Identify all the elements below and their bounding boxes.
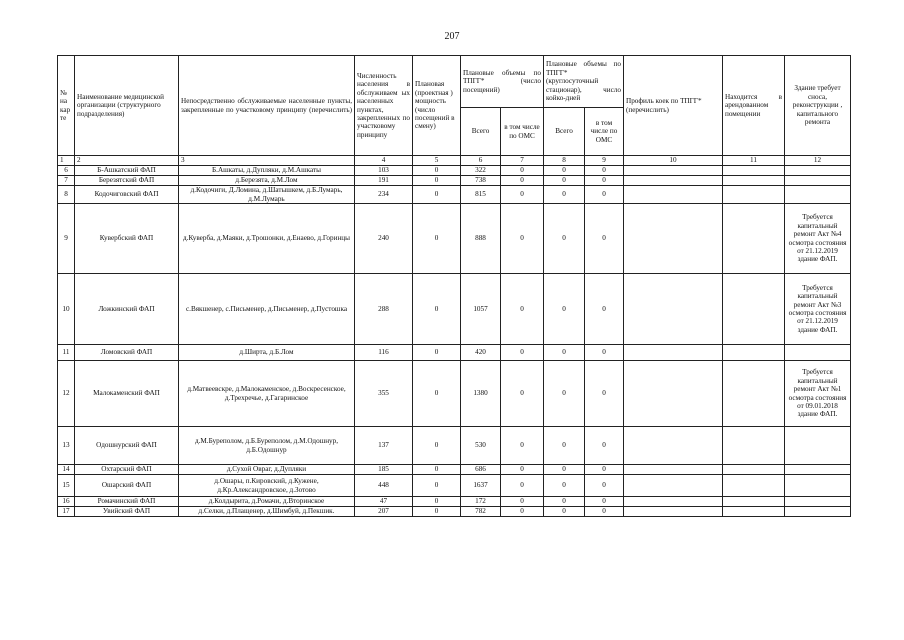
bed-profile-cell xyxy=(624,361,723,427)
row-number-cell: 10 xyxy=(58,274,75,345)
visits-oms-cell: 0 xyxy=(501,186,544,204)
bed-days-oms-cell: 0 xyxy=(585,507,624,517)
row-number-cell: 8 xyxy=(58,186,75,204)
repair-note-cell: Требуется капитальный ремонт Акт №4 осмотра состояния от 21.12.2019 здание ФАП. xyxy=(785,204,851,274)
header-settlements: Непосредственно обслуживаемые населенные пункты, закрепленные по участковому принципу (перечислить) xyxy=(179,56,355,156)
column-number: 1 xyxy=(58,156,75,166)
visits-oms-cell: 0 xyxy=(501,497,544,507)
repair-note-cell: Требуется капитальный ремонт Акт №3 осмотра состояния от 21.12.2019 здание ФАП. xyxy=(785,274,851,345)
column-number: 11 xyxy=(723,156,785,166)
facility-name-cell: Кувербский ФАП xyxy=(75,204,179,274)
bed-profile-cell xyxy=(624,204,723,274)
bed-profile-cell xyxy=(624,497,723,507)
table-row xyxy=(58,507,851,517)
row-number-cell: 9 xyxy=(58,204,75,274)
visits-oms-cell: 0 xyxy=(501,361,544,427)
bed-days-total-cell: 0 xyxy=(544,274,585,345)
repair-note-cell xyxy=(785,475,851,497)
row-number-cell: 11 xyxy=(58,345,75,361)
column-number: 6 xyxy=(461,156,501,166)
population-cell: 234 xyxy=(355,186,413,204)
visits-total-cell: 782 xyxy=(461,507,501,517)
bed-days-total-cell: 0 xyxy=(544,361,585,427)
rented-premises-cell xyxy=(723,497,785,507)
row-number-cell: 12 xyxy=(58,361,75,427)
column-number: 9 xyxy=(585,156,624,166)
population-cell: 207 xyxy=(355,507,413,517)
visits-oms-cell: 0 xyxy=(501,427,544,465)
header-number: № на кар те xyxy=(58,56,75,156)
repair-note-cell xyxy=(785,166,851,176)
rented-premises-cell xyxy=(723,274,785,345)
header-capacity: Плановая (проектная ) мощность (число посещений в смену) xyxy=(413,56,461,156)
bed-days-oms-cell: 0 xyxy=(585,166,624,176)
row-number-cell: 16 xyxy=(58,497,75,507)
visits-total-cell: 1637 xyxy=(461,475,501,497)
header-rented: Находится в арендованном помещении xyxy=(723,56,785,156)
header-visits-total: Всего xyxy=(461,108,501,156)
header-beds-total: Всего xyxy=(544,108,585,156)
table-row xyxy=(58,274,851,345)
settlements-cell: д.Сухой Овраг, д.Дупляки xyxy=(179,465,355,475)
bed-profile-cell xyxy=(624,176,723,186)
bed-profile-cell xyxy=(624,345,723,361)
bed-days-oms-cell: 0 xyxy=(585,475,624,497)
visits-total-cell: 1380 xyxy=(461,361,501,427)
rented-premises-cell xyxy=(723,427,785,465)
header-beds-group: Плановые объемы по ТПГГ* (круглосуточный стационар), число койко-дней xyxy=(544,56,624,108)
rented-premises-cell xyxy=(723,465,785,475)
column-number: 4 xyxy=(355,156,413,166)
capacity-cell: 0 xyxy=(413,166,461,176)
facility-name-cell: Малокаменский ФАП xyxy=(75,361,179,427)
facility-name-cell: Кодочиговский ФАП xyxy=(75,186,179,204)
facility-name-cell: Ромачинский ФАП xyxy=(75,497,179,507)
table-row xyxy=(58,176,851,186)
facilities-table xyxy=(57,55,851,517)
settlements-cell: д.Куверба, д.Маяки, д.Трошонки, д.Енаево, д.Горинцы xyxy=(179,204,355,274)
bed-profile-cell xyxy=(624,186,723,204)
population-cell: 137 xyxy=(355,427,413,465)
bed-days-oms-cell: 0 xyxy=(585,274,624,345)
column-number: 5 xyxy=(413,156,461,166)
visits-total-cell: 530 xyxy=(461,427,501,465)
settlements-cell: д.Кодочиги, Д.Ломина, д.Шатышкем, д.Б.Лумарь, д.М.Лумарь xyxy=(179,186,355,204)
bed-days-oms-cell: 0 xyxy=(585,427,624,465)
capacity-cell: 0 xyxy=(413,427,461,465)
population-cell: 448 xyxy=(355,475,413,497)
visits-total-cell: 322 xyxy=(461,166,501,176)
population-cell: 103 xyxy=(355,166,413,176)
bed-days-oms-cell: 0 xyxy=(585,176,624,186)
visits-total-cell: 888 xyxy=(461,204,501,274)
visits-total-cell: 815 xyxy=(461,186,501,204)
bed-days-total-cell: 0 xyxy=(544,186,585,204)
rented-premises-cell xyxy=(723,176,785,186)
bed-days-total-cell: 0 xyxy=(544,166,585,176)
table-row xyxy=(58,204,851,274)
rented-premises-cell xyxy=(723,361,785,427)
repair-note-cell xyxy=(785,186,851,204)
settlements-cell: д.Ширта, д.Б.Лом xyxy=(179,345,355,361)
population-cell: 355 xyxy=(355,361,413,427)
bed-profile-cell xyxy=(624,166,723,176)
repair-note-cell: Требуется капитальный ремонт Акт №1 осмотра состояния от 09.01.2018 здание ФАП. xyxy=(785,361,851,427)
bed-days-oms-cell: 0 xyxy=(585,497,624,507)
facility-name-cell: Ошарский ФАП xyxy=(75,475,179,497)
visits-oms-cell: 0 xyxy=(501,166,544,176)
column-number: 8 xyxy=(544,156,585,166)
population-cell: 47 xyxy=(355,497,413,507)
facility-name-cell: Ложкинский ФАП xyxy=(75,274,179,345)
bed-days-total-cell: 0 xyxy=(544,465,585,475)
bed-days-oms-cell: 0 xyxy=(585,186,624,204)
settlements-cell: д.Колдырита, д.Ромачи, д.Вторинское xyxy=(179,497,355,507)
visits-total-cell: 738 xyxy=(461,176,501,186)
population-cell: 116 xyxy=(355,345,413,361)
row-number-cell: 15 xyxy=(58,475,75,497)
visits-total-cell: 420 xyxy=(461,345,501,361)
population-cell: 288 xyxy=(355,274,413,345)
table-row xyxy=(58,497,851,507)
facility-name-cell: Охтарский ФАП xyxy=(75,465,179,475)
rented-premises-cell xyxy=(723,166,785,176)
bed-days-total-cell: 0 xyxy=(544,176,585,186)
visits-oms-cell: 0 xyxy=(501,465,544,475)
header-organization: Наименование медицинской организации (структурного подразделения) xyxy=(75,56,179,156)
header-bed-profile: Профиль коек по ТПГГ* (перечислить) xyxy=(624,56,723,156)
facility-name-cell: Ломовский ФАП xyxy=(75,345,179,361)
settlements-cell: д.М.Буреполом, д.Б.Бурeполом, д.М.Одошнур, д.Б.Одошнур xyxy=(179,427,355,465)
repair-note-cell xyxy=(785,345,851,361)
settlements-cell: Б.Ашкаты, д.Дупляки, д.М.Ашкаты xyxy=(179,166,355,176)
visits-oms-cell: 0 xyxy=(501,475,544,497)
bed-profile-cell xyxy=(624,465,723,475)
capacity-cell: 0 xyxy=(413,204,461,274)
repair-note-cell xyxy=(785,465,851,475)
table-row xyxy=(58,345,851,361)
bed-profile-cell xyxy=(624,475,723,497)
population-cell: 240 xyxy=(355,204,413,274)
row-number-cell: 14 xyxy=(58,465,75,475)
bed-days-total-cell: 0 xyxy=(544,497,585,507)
rented-premises-cell xyxy=(723,204,785,274)
table-row xyxy=(58,186,851,204)
facility-name-cell: Одошнурский ФАП xyxy=(75,427,179,465)
bed-days-total-cell: 0 xyxy=(544,345,585,361)
rented-premises-cell xyxy=(723,475,785,497)
column-number: 3 xyxy=(179,156,355,166)
population-cell: 191 xyxy=(355,176,413,186)
settlements-cell: д.Матвеевскре, д.Малокаменское, д.Воскресенское, д.Трехречье, д.Гагаринское xyxy=(179,361,355,427)
page-number: 207 xyxy=(444,31,460,42)
bed-days-oms-cell: 0 xyxy=(585,204,624,274)
bed-days-total-cell: 0 xyxy=(544,507,585,517)
table-row xyxy=(58,475,851,497)
header-repair: Здание требует сноса, реконструкции , капитального ремонта xyxy=(785,56,851,156)
bed-days-total-cell: 0 xyxy=(544,204,585,274)
header-population: Численность населения в обслуживаем ых населенных пунктах, закрепленных по участковому принципу xyxy=(355,56,413,156)
column-number: 12 xyxy=(785,156,851,166)
table-body xyxy=(58,166,851,517)
facility-name-cell: Увийский ФАП xyxy=(75,507,179,517)
column-number: 10 xyxy=(624,156,723,166)
population-cell: 185 xyxy=(355,465,413,475)
capacity-cell: 0 xyxy=(413,507,461,517)
capacity-cell: 0 xyxy=(413,345,461,361)
capacity-cell: 0 xyxy=(413,274,461,345)
settlements-cell: д.Ошары, п.Кировский, д.Кужене, д.Кр.Александровское, д.Зотово xyxy=(179,475,355,497)
row-number-cell: 13 xyxy=(58,427,75,465)
repair-note-cell xyxy=(785,427,851,465)
bed-profile-cell xyxy=(624,274,723,345)
header-visits-oms: в том числе по ОМС xyxy=(501,108,544,156)
bed-profile-cell xyxy=(624,507,723,517)
column-number-row xyxy=(58,156,851,166)
table-row xyxy=(58,361,851,427)
capacity-cell: 0 xyxy=(413,497,461,507)
row-number-cell: 17 xyxy=(58,507,75,517)
settlements-cell: с.Вякшенер, с.Письменер, д.Письменер, д.Пустошка xyxy=(179,274,355,345)
rented-premises-cell xyxy=(723,186,785,204)
bed-profile-cell xyxy=(624,427,723,465)
capacity-cell: 0 xyxy=(413,475,461,497)
bed-days-total-cell: 0 xyxy=(544,427,585,465)
repair-note-cell xyxy=(785,176,851,186)
bed-days-oms-cell: 0 xyxy=(585,345,624,361)
column-number: 2 xyxy=(75,156,179,166)
table-row xyxy=(58,427,851,465)
visits-oms-cell: 0 xyxy=(501,507,544,517)
table-row xyxy=(58,166,851,176)
row-number-cell: 7 xyxy=(58,176,75,186)
column-number: 7 xyxy=(501,156,544,166)
visits-oms-cell: 0 xyxy=(501,204,544,274)
facility-name-cell: Березятский ФАП xyxy=(75,176,179,186)
header-visits-group: Плановые объемы по ТПГГ* (число посещений) xyxy=(461,56,544,108)
table-row xyxy=(58,465,851,475)
capacity-cell: 0 xyxy=(413,176,461,186)
visits-oms-cell: 0 xyxy=(501,274,544,345)
visits-oms-cell: 0 xyxy=(501,345,544,361)
repair-note-cell xyxy=(785,507,851,517)
header-beds-oms: в том числе по ОМС xyxy=(585,108,624,156)
visits-oms-cell: 0 xyxy=(501,176,544,186)
capacity-cell: 0 xyxy=(413,361,461,427)
facility-name-cell: Б-Ашкатский ФАП xyxy=(75,166,179,176)
settlements-cell: д.Березята, д.М.Лом xyxy=(179,176,355,186)
visits-total-cell: 686 xyxy=(461,465,501,475)
capacity-cell: 0 xyxy=(413,186,461,204)
bed-days-oms-cell: 0 xyxy=(585,465,624,475)
repair-note-cell xyxy=(785,497,851,507)
capacity-cell: 0 xyxy=(413,465,461,475)
row-number-cell: 6 xyxy=(58,166,75,176)
settlements-cell: д.Селки, д.Плащенер, д.Шимбуй, д.Пекшик. xyxy=(179,507,355,517)
rented-premises-cell xyxy=(723,507,785,517)
rented-premises-cell xyxy=(723,345,785,361)
visits-total-cell: 172 xyxy=(461,497,501,507)
bed-days-total-cell: 0 xyxy=(544,475,585,497)
visits-total-cell: 1057 xyxy=(461,274,501,345)
bed-days-oms-cell: 0 xyxy=(585,361,624,427)
